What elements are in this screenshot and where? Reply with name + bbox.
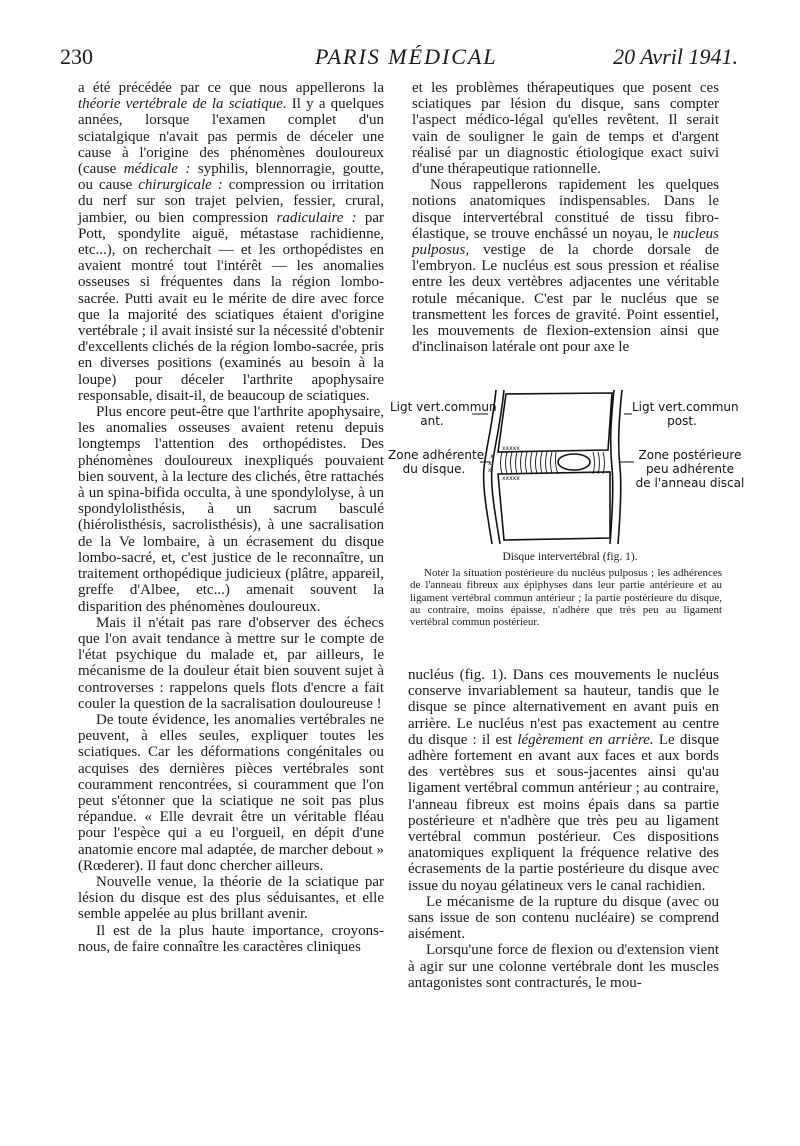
running-header	[60, 44, 740, 74]
right-column-bottom	[408, 667, 719, 991]
paragraph: et les problèmes thérapeutiques que posent ces sciatiques par lésion du disque, sans compter l'aspect médico-légal qu'elles revêtent. Il serait vain de souligner le gain de temps et d'argent réalisé par un diagnostic étiologique exact suivi d'une thérapeutique rationnelle.	[412, 80, 719, 178]
label-posterior-ligament: Ligt vert.commun post.	[632, 400, 739, 428]
lower-vertebra	[498, 472, 610, 540]
paragraph: Nouvelle venue, la théorie de la sciatique par lésion du disque est des plus séduisantes, et elle semble appelée au plus brillant avenir.	[78, 873, 384, 923]
svg-text:x: x	[488, 467, 492, 474]
paragraph: Nous rappellerons rapidement les quelques notions anatomiques indispensables. Dans le disque intervertébral constitué de tissu fibro-élastique, se trouve enchâssé un noyau, le nucleus pulposus, vestige de la chorde dorsale de l'embryon. Le nucléus est sous pression et réalise entre les deux vertèbres adjacentes une véritable rotule mécanique. C'est par le nucléus que se transmettent les forces de gravité. Point essentiel, les mouvements de flexion-extension ainsi que d'inclinaison latérale ont pour axe le	[412, 177, 719, 356]
left-column	[78, 80, 384, 955]
posterior-ligament-outer	[618, 390, 622, 544]
svg-text:xxxxx: xxxxx	[502, 445, 520, 452]
journal-title: PARIS MÉDICAL	[315, 44, 498, 69]
paragraph: nucléus (fig. 1). Dans ces mouvements le nucléus conserve invariablement sa hauteur, tandis que le disque se pince alternativement en avant puis en arrière. Le nucléus n'est pas exactement au centre du disque : il est légèrement en arrière. Le disque adhère fortement en avant aux faces et aux bords des vertèbres sus et sous-jacentes ainsi qu'au ligament vertébral commun antérieur ; au contraire, l'anneau fibreux est moins épais dans sa partie postérieure et n'adhère que très peu au ligament vertébral commun postérieur. Ces dispositions anatomiques expliquent la fréquence relative des écrasements de la partie postérieure du disque avec issue du noyau gélatineux vers le canal rachidien.	[408, 667, 720, 894]
page-number: 230	[60, 44, 93, 69]
svg-text:xxxxx: xxxxx	[502, 475, 520, 482]
intervertebral-disc-figure	[388, 388, 748, 546]
paragraph: De toute évidence, les anomalies vertébrales ne peuvent, à elles seules, expliquer toutes les sciatiques. Car les déformations congénitales ou acquises des dernières pièces vertébrales sont couramment rencontrées, si couramment que l'on peut s'étonner que la sciatique ne soit pas plus répandue. « Elle devrait être un véritable fléau pour l'espèce qui a eu l'orgueil, en dépit d'une anatomie encore mal adaptée, de marcher debout » (Rœderer). Il faut donc chercher ailleurs.	[78, 711, 384, 874]
right-column-top	[412, 80, 719, 355]
upper-vertebra	[498, 393, 612, 452]
paragraph: Il est de la plus haute importance, croyons-nous, de faire connaître les caractères cliniques	[78, 922, 384, 955]
annulus-fibrosus-rings	[501, 452, 605, 474]
svg-text:x: x	[490, 453, 494, 460]
paragraph: Le mécanisme de la rupture du disque (avec ou sans issue de son contenu nucléaire) se comprend aisément.	[408, 893, 719, 943]
label-anterior-ligament: Ligt vert.commun ant.	[390, 400, 497, 428]
paragraph: Plus encore peut-être que l'arthrite apophysaire, les anomalies osseuses avaient retenu depuis longtemps l'attention des orthopédistes. Des phénomènes douloureux inexpliqués pouvaient bien souvent, à la lecture des clichés, être rattachés à un spina-bifida occulta, à une spondylolyse, à un spondylolisthésis, à un sacrum basculé (hiérolisthésis, sacrolisthésis), à une sacralisation de la Ve lombaire, à un écrasement du disque lombo-sacré, et, c'est justice de le reconnaître, un traitement orthopédique judicieux (plâtre, appareil, greffe d'Albee, etc...) amenait souvent la disparition des phénomènes douloureux.	[78, 404, 384, 615]
paragraph: Lorsqu'une force de flexion ou d'extension vient à agir sur une colonne vertébrale dont les muscles antagonistes sont contracturés, le mou-	[408, 942, 719, 991]
paragraph: Mais il n'était pas rare d'observer des échecs que l'on avait tendance à mettre sur le compte de l'état psychique du malade et, par ailleurs, le mécanisme de la douleur était bien souvent sujet à controverses : rappelons quels flots d'encre a fait couler la question de la sacralisation douloureuse !	[78, 614, 384, 712]
label-posterior-zone: Zone postérieure peu adhérente de l'anneau discal	[635, 448, 745, 490]
figure-caption-title: Disque intervertébral (fig. 1).	[502, 551, 638, 563]
paragraph: a été précédée par ce que nous appellerons la théorie vertébrale de la sciatique. Il y a quelques années, lorsque l'examen complet d'un sciatalgique n'avait pas permis de déceler une cause à l'origine des phénomènes douloureux (cause médicale : syphilis, blennorragie, goutte, ou cause chirurgicale : compression ou irritation du nerf sur son trajet pelvien, fessier, crural, jambier, ou bien compression radiculaire : par Pott, spondylite aiguë, métastase rachidienne, etc...), on recherchait — et les orthopédistes en avaient montré tout l'intérêt — les anomalies osseuses si fréquentes dans la région lombo-sacrée. Putti avait eu le mérite de dire avec force que la majorité des sciatiques étaient d'origine vertébrale ; il avait insisté sur la nécessité d'obtenir d'excellents clichés de la région lombo-sacrée, pris en diverses positions (examinés au besoin à la loupe) pour déceler l'arthrite apophysaire responsable, disait-il, de beaucoup de sciatiques.	[78, 80, 385, 404]
issue-date: 20 Avril 1941.	[613, 44, 738, 69]
svg-text:x: x	[488, 460, 492, 467]
label-adherent-zone: Zone adhérente du disque.	[388, 448, 485, 476]
nucleus-pulposus	[558, 454, 590, 470]
figure-caption-body: Noter la situation postérieure du nucléus pulposus ; les adhérences de l'anneau fibreux aux épiphyses dans leur partie antérieure et au ligament vertébral commun antérieur ; la partie postérieure du disque, au contraire, moins épaisse, n'adhère que très peu au ligament vertébral commun postérieur.	[410, 567, 722, 629]
